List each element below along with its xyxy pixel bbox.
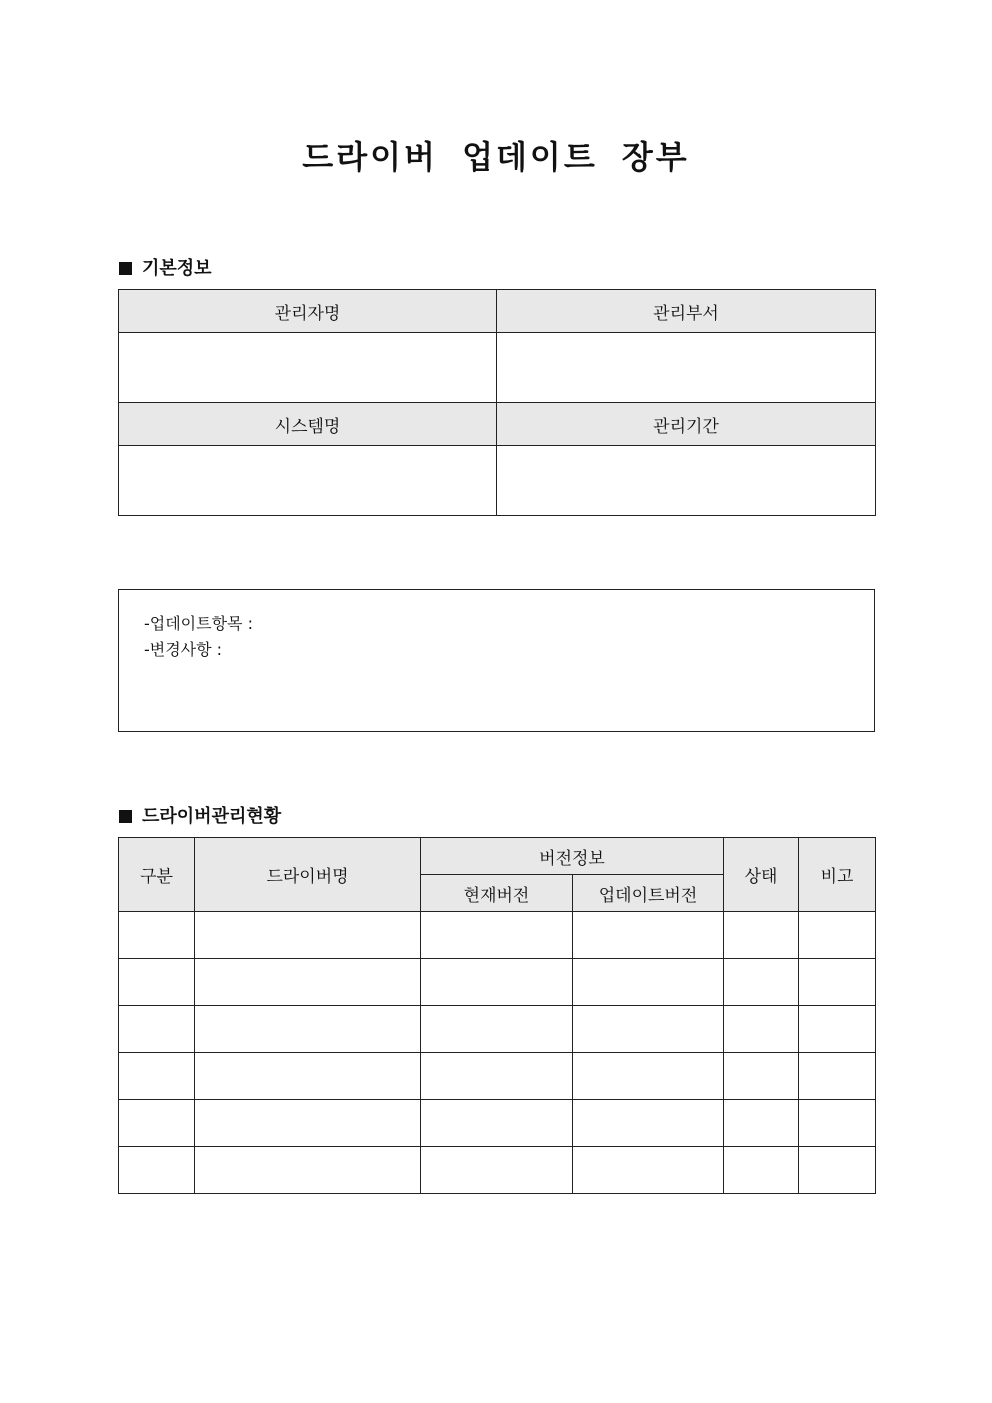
table-cell[interactable] (724, 1053, 799, 1100)
current-version-header: 현재버전 (421, 875, 573, 912)
basic-info-table (118, 289, 876, 516)
table-cell[interactable] (724, 1147, 799, 1194)
driver-name-header: 드라이버명 (195, 838, 421, 912)
table-cell[interactable] (573, 1053, 724, 1100)
basic-info-heading-text: 기본정보 (142, 258, 212, 279)
table-cell[interactable] (799, 1147, 876, 1194)
table-cell[interactable] (724, 959, 799, 1006)
table-cell[interactable] (573, 959, 724, 1006)
table-row (119, 959, 876, 1006)
update-version-header: 업데이트버전 (573, 875, 724, 912)
table-cell[interactable] (573, 912, 724, 959)
table-cell[interactable] (119, 959, 195, 1006)
table-cell[interactable] (195, 1147, 421, 1194)
driver-status-heading (119, 802, 281, 828)
table-cell[interactable] (799, 1006, 876, 1053)
table-cell[interactable] (573, 1006, 724, 1053)
driver-status-table (118, 837, 876, 1194)
table-cell[interactable] (724, 1006, 799, 1053)
table-cell[interactable] (119, 1100, 195, 1147)
table-cell[interactable] (421, 959, 573, 1006)
table-cell[interactable] (799, 1100, 876, 1147)
table-cell[interactable] (421, 1100, 573, 1147)
remarks-header: 비고 (799, 838, 876, 912)
table-cell[interactable] (195, 959, 421, 1006)
table-row (119, 912, 876, 959)
table-cell[interactable] (119, 1147, 195, 1194)
table-cell[interactable] (724, 1100, 799, 1147)
table-cell[interactable] (573, 1100, 724, 1147)
table-cell[interactable] (799, 1053, 876, 1100)
version-info-header: 버전정보 (421, 838, 724, 875)
driver-status-heading-text: 드라이버관리현황 (142, 806, 282, 827)
memo-box[interactable] (118, 589, 875, 732)
table-cell[interactable] (195, 912, 421, 959)
table-cell[interactable] (119, 912, 195, 959)
period-label: 관리기간 (497, 403, 876, 446)
status-header: 상태 (724, 838, 799, 912)
table-row (119, 1053, 876, 1100)
table-cell[interactable] (799, 912, 876, 959)
manager-name-label: 관리자명 (119, 290, 497, 333)
department-field[interactable] (497, 333, 876, 403)
manager-name-field[interactable] (119, 333, 497, 403)
square-bullet-icon (119, 262, 132, 275)
category-header: 구분 (119, 838, 195, 912)
system-name-label: 시스템명 (119, 403, 497, 446)
table-cell[interactable] (195, 1100, 421, 1147)
table-cell[interactable] (119, 1053, 195, 1100)
period-field[interactable] (497, 446, 876, 516)
table-cell[interactable] (421, 912, 573, 959)
table-cell[interactable] (421, 1006, 573, 1053)
page-title: 드라이버 업데이트 장부 (302, 138, 690, 176)
table-cell[interactable] (724, 912, 799, 959)
table-cell[interactable] (119, 1006, 195, 1053)
system-name-field[interactable] (119, 446, 497, 516)
table-row (119, 1147, 876, 1194)
update-items-line: -업데이트항목 : (144, 614, 253, 633)
table-cell[interactable] (573, 1147, 724, 1194)
changes-line: -변경사항 : (144, 640, 223, 659)
table-row (119, 1006, 876, 1053)
table-cell[interactable] (195, 1006, 421, 1053)
table-cell[interactable] (799, 959, 876, 1006)
table-row (119, 1100, 876, 1147)
table-cell[interactable] (421, 1053, 573, 1100)
basic-info-heading (119, 254, 212, 280)
table-cell[interactable] (421, 1147, 573, 1194)
table-cell[interactable] (195, 1053, 421, 1100)
department-label: 관리부서 (497, 290, 876, 333)
square-bullet-icon (119, 810, 132, 823)
